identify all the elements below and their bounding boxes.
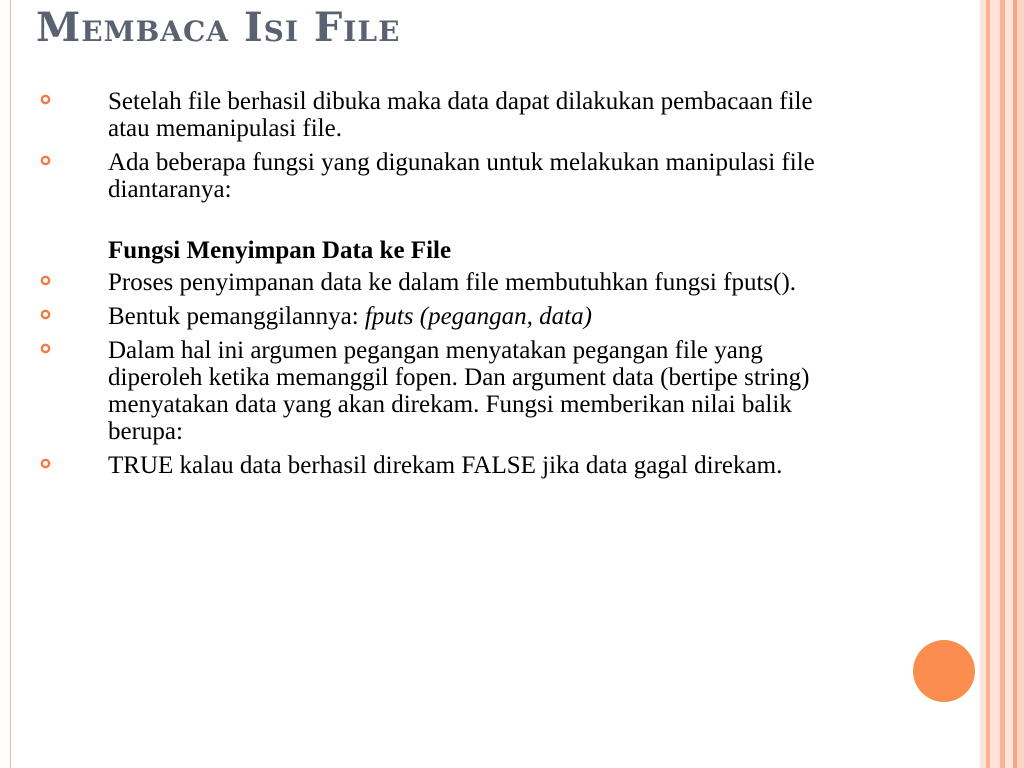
- ring-bullet-icon: [40, 155, 51, 166]
- item-text: Bentuk pemanggilannya:: [108, 303, 365, 330]
- ring-bullet-icon: [40, 309, 51, 320]
- section-heading: [0, 237, 848, 264]
- slide-title: Membaca Isi File: [36, 4, 401, 51]
- item-text: TRUE kalau data berhasil direkam FALSE jika data gagal direkam.: [108, 452, 783, 479]
- stripe: [1005, 0, 1013, 768]
- bullet-item: [0, 303, 848, 330]
- item-text: Dalam hal ini argumen pegangan menyatakan pegangan file yang diperoleh ketika memanggil fopen. Dan argument data (bertipe string) menyatakan data yang akan direkam. Fungsi memberikan nilai balik berupa:: [108, 337, 810, 445]
- item-text: Fungsi Menyimpan Data ke File: [108, 237, 452, 264]
- stripe: [990, 0, 1000, 768]
- slide-content: [0, 88, 900, 486]
- accent-circle: [913, 640, 975, 702]
- stripe: [1017, 0, 1024, 768]
- decorative-stripes: [980, 0, 1024, 768]
- item-text: Setelah file berhasil dibuka maka data dapat dilakukan pembacaan file atau memanipulasi file.: [108, 88, 813, 142]
- item-text: Proses penyimpanan data ke dalam file membutuhkan fungsi fputs().: [108, 269, 797, 296]
- ring-bullet-icon: [40, 343, 51, 354]
- bullet-item: [0, 337, 848, 445]
- bullet-item: [0, 88, 848, 142]
- ring-bullet-icon: [40, 275, 51, 286]
- item-italic-text: fputs (pegangan, data): [364, 303, 592, 330]
- ring-bullet-icon: [40, 94, 51, 105]
- bullet-item: [0, 452, 848, 479]
- item-text: Ada beberapa fungsi yang digunakan untuk melakukan manipulasi file diantaranya:: [108, 149, 815, 203]
- bullet-item: [0, 149, 848, 203]
- ring-bullet-icon: [40, 458, 51, 469]
- bullet-item: [0, 269, 848, 296]
